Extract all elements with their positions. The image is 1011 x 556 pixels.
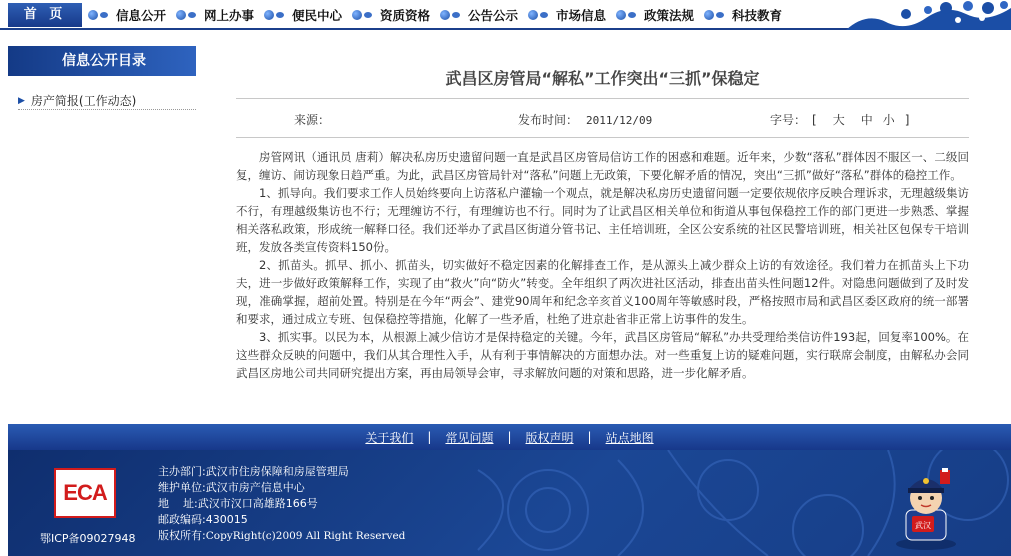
triangle-right-icon: ▶ [18, 95, 25, 106]
source-field [294, 111, 330, 128]
nav-home-tab[interactable]: 首 页 [8, 3, 82, 27]
eca-logo[interactable] [54, 468, 116, 518]
font-size-bracket-close: ] [904, 113, 910, 127]
nav-item-info-disclosure[interactable]: 信息公开 [86, 6, 174, 24]
footer-link-separator: | [427, 430, 432, 444]
footer-link-about-us[interactable]: 关于我们 [365, 430, 414, 445]
font-size-bracket-open: [ [812, 113, 827, 127]
nav-item-tech-education[interactable]: 科技教育 [702, 6, 790, 24]
nav-item-policies[interactable]: 政策法规 [614, 6, 702, 24]
nav-item-market-info[interactable]: 市场信息 [526, 6, 614, 24]
publish-time-value: 2011/12/09 [586, 114, 653, 127]
footer-link-separator: | [587, 430, 592, 444]
font-size-small-link[interactable]: 小 [882, 113, 895, 127]
article-content [236, 148, 969, 382]
bubble-icon [262, 8, 288, 22]
font-size-label: 字号： [770, 113, 807, 127]
nav-items [86, 0, 790, 30]
article-meta [236, 98, 969, 138]
publish-time-field [518, 111, 652, 128]
article-title: 武昌区房管局“解私”工作突出“三抓”保稳定 [445, 69, 760, 88]
sidebar-title: 信息公开目录 [8, 46, 196, 76]
sidebar-item-housing-briefing[interactable] [18, 92, 196, 110]
footer-info-maintainer: 维护单位:武汉市房产信息中心 [158, 481, 305, 494]
sidebar-item-label: 房产简报(工作动态) [30, 94, 137, 108]
footer-link-faq[interactable]: 常见问题 [445, 430, 494, 445]
bubble-icon [614, 8, 640, 22]
footer-links-bar [8, 424, 1011, 450]
police-badge-text: 武汉 [915, 521, 931, 530]
publish-time-label: 发布时间： [518, 113, 579, 127]
footer-link-sitemap[interactable]: 站点地图 [605, 430, 654, 445]
bubble-icon [350, 8, 376, 22]
footer-info-sponsor: 主办部门:武汉市住房保障和房屋管理局 [158, 465, 349, 478]
nav-item-announcements[interactable]: 公告公示 [438, 6, 526, 24]
font-size-selector [770, 111, 909, 128]
font-size-large-link[interactable]: 大 [832, 113, 855, 127]
article-paragraph: 房管网讯（通讯员 唐莉）解决私房历史遗留问题一直是武昌区房管局信访工作的困惑和难题。近年来，少数“落私”群体因不服区一、二级回复，缠访、闹访现象日趋严重。为此，武昌区房管局针对“落私”问题上无政策，下要化解矛盾的情况，突出“三抓”做好“落私”群体的稳控工作。 [236, 150, 969, 182]
cyber-police-icon[interactable] [886, 460, 966, 552]
footer-link-separator: | [507, 430, 512, 444]
nav-item-qualifications[interactable]: 资质资格 [350, 6, 438, 24]
article-paragraph: 3、抓实事。以民为本，从根源上减少信访才是保持稳定的关键。今年，武昌区房管局“解私”办共受理给类信访件193起，回复率100%。在这些群众反映的问题中，我们从其合理性入手，从有利于事情解决的方面想办法。对一些重复上访的疑难问题，实行联席会制度，由解私办会同武昌区房地公司共同研究提出方案，再由局领导会审，寻求解放问题的对策和思路，进一步化解矛盾。 [236, 330, 969, 380]
footer-info-copyright: 版权所有:CopyRight(c)2009 All Right Reserved [158, 529, 406, 542]
bubble-icon [174, 8, 200, 22]
wave-decoration-icon [846, 0, 1011, 30]
bubble-icon [86, 8, 112, 22]
nav-item-convenience-center[interactable]: 便民中心 [262, 6, 350, 24]
icp-number[interactable]: 鄂ICP备09027948 [40, 532, 136, 545]
bubble-icon [526, 8, 552, 22]
article-paragraph: 2、抓苗头。抓早、抓小、抓苗头，切实做好不稳定因素的化解排查工作，是从源头上减少群众上访的有效途径。我们着力在抓苗头上下功夫，进一步做好政策解释工作，实现了由“救火”向“防火”转变。全年组织了两次进社区活动，排查出苗头性问题12件。对隐患问题做到了及时发现，准确掌握，超前处置。特别是在今年“两会”、建党90周年和纪念辛亥首义100周年等敏感时段，严格按照市局和武昌区委区政府的统一部署和要求，通过成立专班、包保稳控等措施，化解了一些矛盾，杜绝了进京赴省非正常上访事件的发生。 [236, 258, 969, 326]
footer-info-postcode: 邮政编码:430015 [158, 513, 248, 526]
eca-logo-text: ECA [63, 480, 107, 505]
nav-item-online-services[interactable]: 网上办事 [174, 6, 262, 24]
source-label: 来源： [294, 113, 331, 127]
footer-info [158, 464, 405, 544]
footer [8, 450, 1011, 556]
bubble-icon [438, 8, 464, 22]
top-navigation [0, 0, 1011, 30]
font-size-medium-link[interactable]: 中 [860, 113, 883, 127]
footer-link-copyright[interactable]: 版权声明 [525, 430, 574, 445]
bubble-icon [702, 8, 728, 22]
article-paragraph: 1、抓导向。我们要求工作人员始终要向上访落私户灌输一个观点，就是解决私房历史遗留问题一定要依规依序反映合理诉求，无理越级集访不行，有理越级集访也不行；无理缠访不行，有理缠访也不行。同时为了让武昌区相关单位和街道从事包保稳控工作的部门更进一步熟悉、掌握相关落私政策，形成统一解释口径。我们还举办了武昌区街道分管书记、主任培训班，全区公安系统的社区民警培训班，相关社区包保专干培训班，发放各类宣传资料150份。 [236, 186, 969, 254]
footer-info-address: 地 址:武汉市汉口高雄路166号 [158, 497, 318, 510]
